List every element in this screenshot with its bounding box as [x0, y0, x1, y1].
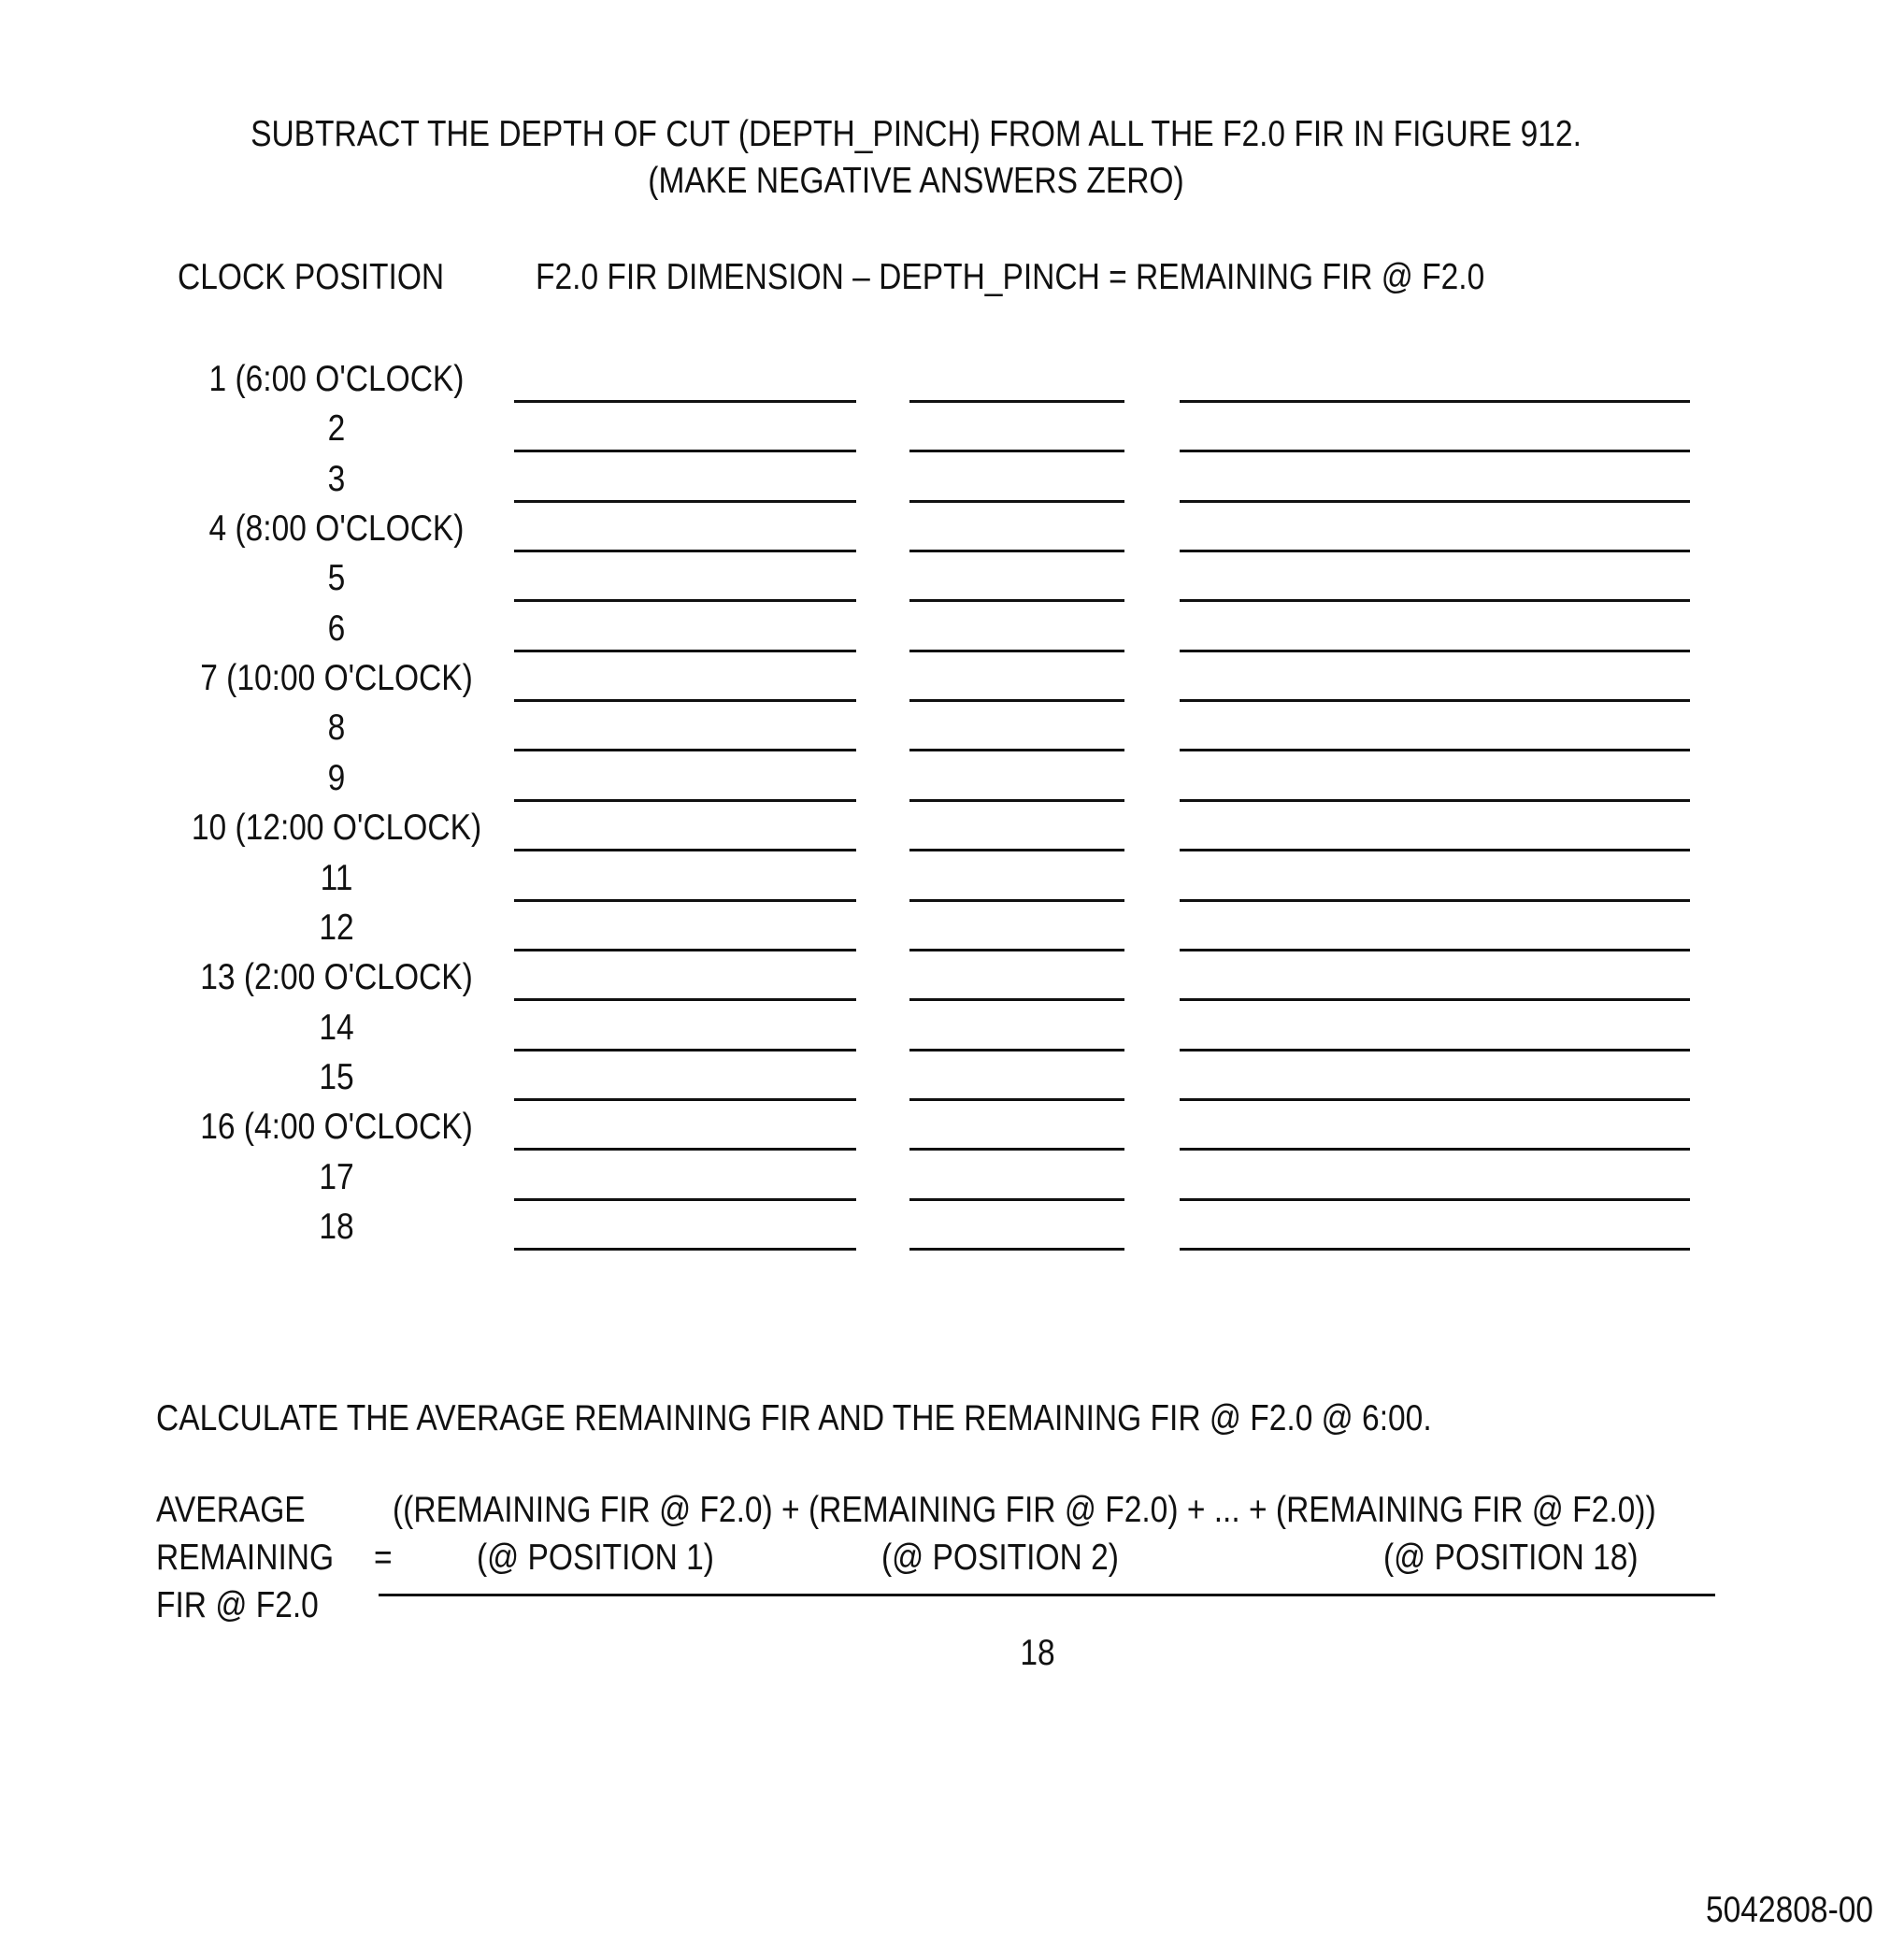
row-label: 18 — [319, 1206, 354, 1247]
formula-sub-position-1: (@ POSITION 1) — [477, 1538, 714, 1578]
depth-pinch-line — [909, 1198, 1124, 1201]
column-header-clock-position: CLOCK POSITION — [178, 257, 445, 297]
row-label: 12 — [319, 907, 354, 948]
fir-dimension-line — [514, 1098, 856, 1101]
remaining-fir-line — [1180, 1248, 1690, 1251]
row-label: 16 (4:00 O'CLOCK) — [200, 1107, 473, 1148]
remaining-fir-line — [1180, 550, 1690, 552]
fir-dimension-line — [514, 400, 856, 403]
fir-dimension-line — [514, 849, 856, 851]
depth-pinch-line — [909, 849, 1124, 851]
depth-pinch-line — [909, 949, 1124, 951]
formula-denominator: 18 — [1020, 1633, 1055, 1673]
row-label: 2 — [327, 408, 346, 450]
depth-pinch-line — [909, 650, 1124, 652]
equals-sign: = — [374, 1538, 393, 1578]
depth-pinch-line — [909, 899, 1124, 902]
remaining-fir-line — [1180, 949, 1690, 951]
depth-pinch-line — [909, 450, 1124, 452]
instruction-line-2: (MAKE NEGATIVE ANSWERS ZERO) — [648, 161, 1184, 201]
row-label: 5 — [327, 558, 346, 599]
remaining-fir-line — [1180, 749, 1690, 751]
remaining-fir-line — [1180, 1148, 1690, 1151]
fir-dimension-line — [514, 1248, 856, 1251]
fir-dimension-line — [514, 799, 856, 802]
fir-dimension-line — [514, 749, 856, 751]
calculation-heading: CALCULATE THE AVERAGE REMAINING FIR AND THE REMAINING FIR @ F2.0 @ 6:00. — [156, 1398, 1432, 1438]
formula-sub-position-2: (@ POSITION 2) — [881, 1538, 1119, 1578]
fir-dimension-line — [514, 1198, 856, 1201]
depth-pinch-line — [909, 749, 1124, 751]
fir-dimension-line — [514, 949, 856, 951]
remaining-fir-line — [1180, 849, 1690, 851]
fir-dimension-line — [514, 550, 856, 552]
row-label: 10 (12:00 O'CLOCK) — [191, 808, 482, 849]
row-label: 1 (6:00 O'CLOCK) — [208, 359, 465, 399]
row-label: 7 (10:00 O'CLOCK) — [200, 658, 473, 699]
average-label-line-1: AVERAGE — [156, 1490, 306, 1530]
depth-pinch-line — [909, 998, 1124, 1001]
depth-pinch-line — [909, 1248, 1124, 1251]
depth-pinch-line — [909, 1098, 1124, 1101]
row-label: 6 — [327, 608, 346, 649]
depth-pinch-line — [909, 400, 1124, 403]
remaining-fir-line — [1180, 699, 1690, 702]
row-label: 11 — [320, 857, 353, 898]
row-label: 17 — [319, 1156, 354, 1197]
column-header-formula: F2.0 FIR DIMENSION – DEPTH_PINCH = REMAINING FIR @ F2.0 — [536, 257, 1485, 297]
remaining-fir-line — [1180, 650, 1690, 652]
fir-dimension-line — [514, 998, 856, 1001]
remaining-fir-line — [1180, 1198, 1690, 1201]
remaining-fir-line — [1180, 1049, 1690, 1052]
fir-dimension-line — [514, 500, 856, 503]
depth-pinch-line — [909, 799, 1124, 802]
row-label: 3 — [327, 458, 346, 499]
fir-dimension-line — [514, 450, 856, 452]
depth-pinch-line — [909, 550, 1124, 552]
depth-pinch-line — [909, 599, 1124, 602]
fir-dimension-line — [514, 599, 856, 602]
row-label: 13 (2:00 O'CLOCK) — [200, 957, 473, 998]
average-label-line-2: REMAINING — [156, 1538, 335, 1578]
instruction-line-1: SUBTRACT THE DEPTH OF CUT (DEPTH_PINCH) FROM ALL THE F2.0 FIR IN FIGURE 912. — [251, 114, 1582, 154]
average-label-line-3: FIR @ F2.0 — [156, 1585, 319, 1625]
remaining-fir-line — [1180, 1098, 1690, 1101]
fir-dimension-line — [514, 1148, 856, 1151]
remaining-fir-line — [1180, 899, 1690, 902]
remaining-fir-line — [1180, 500, 1690, 503]
formula-sub-position-18: (@ POSITION 18) — [1383, 1538, 1639, 1578]
document-number: 5042808-00 — [1706, 1890, 1874, 1930]
row-label: 8 — [327, 708, 346, 749]
remaining-fir-line — [1180, 599, 1690, 602]
formula-numerator: ((REMAINING FIR @ F2.0) + (REMAINING FIR @ F2.0) + ... + (REMAINING FIR @ F2.0)) — [393, 1490, 1656, 1530]
remaining-fir-line — [1180, 400, 1690, 403]
row-label: 4 (8:00 O'CLOCK) — [208, 508, 465, 550]
fir-dimension-line — [514, 1049, 856, 1052]
remaining-fir-line — [1180, 998, 1690, 1001]
fir-dimension-line — [514, 699, 856, 702]
depth-pinch-line — [909, 1049, 1124, 1052]
row-label: 9 — [327, 757, 346, 798]
fir-dimension-line — [514, 899, 856, 902]
depth-pinch-line — [909, 500, 1124, 503]
remaining-fir-line — [1180, 799, 1690, 802]
depth-pinch-line — [909, 1148, 1124, 1151]
depth-pinch-line — [909, 699, 1124, 702]
remaining-fir-line — [1180, 450, 1690, 452]
row-label: 15 — [319, 1056, 354, 1097]
fir-dimension-line — [514, 650, 856, 652]
fraction-bar — [379, 1594, 1715, 1596]
row-label: 14 — [319, 1007, 354, 1048]
